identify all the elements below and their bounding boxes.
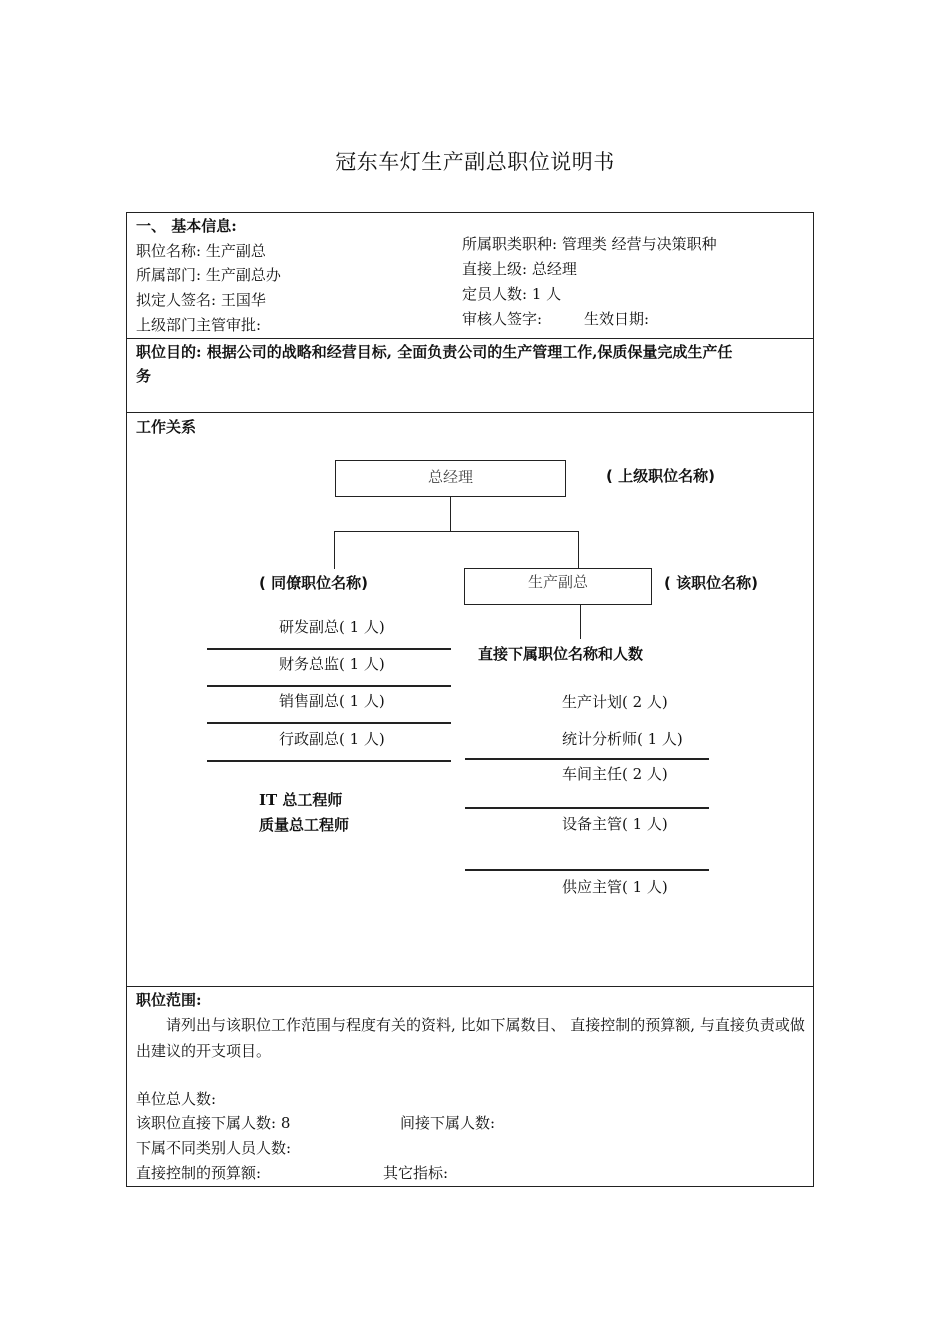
position-purpose-cont: 务 xyxy=(136,367,152,385)
reviewer-signature: 审核人签字: xyxy=(462,310,543,328)
list-divider xyxy=(207,722,451,724)
scope-description: 请列出与该职位工作范围与程度有关的资料, 比如下属数目、 直接控制的预算额, 与直接负责或做出建议的开支项目。 xyxy=(136,1016,805,1060)
drafter-signature: 拟定人签名: 王国华 xyxy=(136,291,266,309)
subordinate-item: 供应主管( 1 人) xyxy=(562,878,668,896)
peer-item: 财务总监( 1 人) xyxy=(279,655,385,673)
department: 所属部门: 生产副总办 xyxy=(136,266,281,284)
org-connector xyxy=(334,531,578,532)
work-relations-heading: 工作关系 xyxy=(136,418,197,436)
subordinate-item: 生产计划( 2 人) xyxy=(562,693,668,711)
list-divider xyxy=(465,758,709,760)
org-connector xyxy=(334,531,335,569)
position-purpose: 职位目的: 根据公司的战略和经营目标, 全面负责公司的生产管理工作,保质保量完成生产任 xyxy=(136,343,733,361)
org-connector xyxy=(450,497,451,531)
org-connector xyxy=(580,605,581,639)
section-divider xyxy=(126,338,814,339)
staff-categories: 下属不同类别人员人数: xyxy=(136,1139,292,1157)
list-divider xyxy=(207,648,451,650)
list-divider xyxy=(207,760,451,762)
scope-heading: 职位范围: xyxy=(136,991,202,1009)
peer-extra: IT 总工程师 xyxy=(259,791,343,809)
supervisor-approval: 上级部门主管审批: xyxy=(136,316,262,334)
job-category: 所属职类职种: 管理类 经营与决策职种 xyxy=(462,235,717,253)
subordinate-label: 直接下属职位名称和人数 xyxy=(478,645,644,663)
peer-extra: 质量总工程师 xyxy=(259,816,350,834)
section-divider xyxy=(126,412,814,413)
self-label: ( 该职位名称) xyxy=(664,574,758,592)
subordinate-item: 统计分析师( 1 人) xyxy=(562,730,683,748)
indirect-reports: 间接下属人数: xyxy=(400,1114,496,1132)
position-name: 职位名称: 生产副总 xyxy=(136,242,266,260)
org-connector xyxy=(578,531,579,569)
peer-item: 研发副总( 1 人) xyxy=(279,618,385,636)
subordinate-item: 设备主管( 1 人) xyxy=(562,815,668,833)
peer-item: 销售副总( 1 人) xyxy=(279,692,385,710)
page-title: 冠东车灯生产副总职位说明书 xyxy=(335,150,615,174)
effective-date: 生效日期: xyxy=(584,310,650,328)
total-staff: 单位总人数: xyxy=(136,1090,217,1108)
list-divider xyxy=(207,685,451,687)
other-indicators: 其它指标: xyxy=(383,1164,449,1182)
self-position-box: 生产副总 xyxy=(464,568,652,605)
subordinate-item: 车间主任( 2 人) xyxy=(562,765,668,783)
section-divider xyxy=(126,986,814,987)
list-divider xyxy=(465,869,709,871)
peer-label: ( 同僚职位名称) xyxy=(259,574,368,592)
direct-superior: 直接上级: 总经理 xyxy=(462,260,577,278)
direct-reports: 该职位直接下属人数: 8 xyxy=(136,1114,291,1132)
basic-info-heading: 一、 基本信息: xyxy=(136,217,237,235)
superior-label: ( 上级职位名称) xyxy=(606,467,715,485)
list-divider xyxy=(465,807,709,809)
peer-item: 行政副总( 1 人) xyxy=(279,730,385,748)
controlled-budget: 直接控制的预算额: xyxy=(136,1164,262,1182)
superior-box: 总经理 xyxy=(335,460,566,497)
headcount: 定员人数: 1 人 xyxy=(462,285,562,303)
